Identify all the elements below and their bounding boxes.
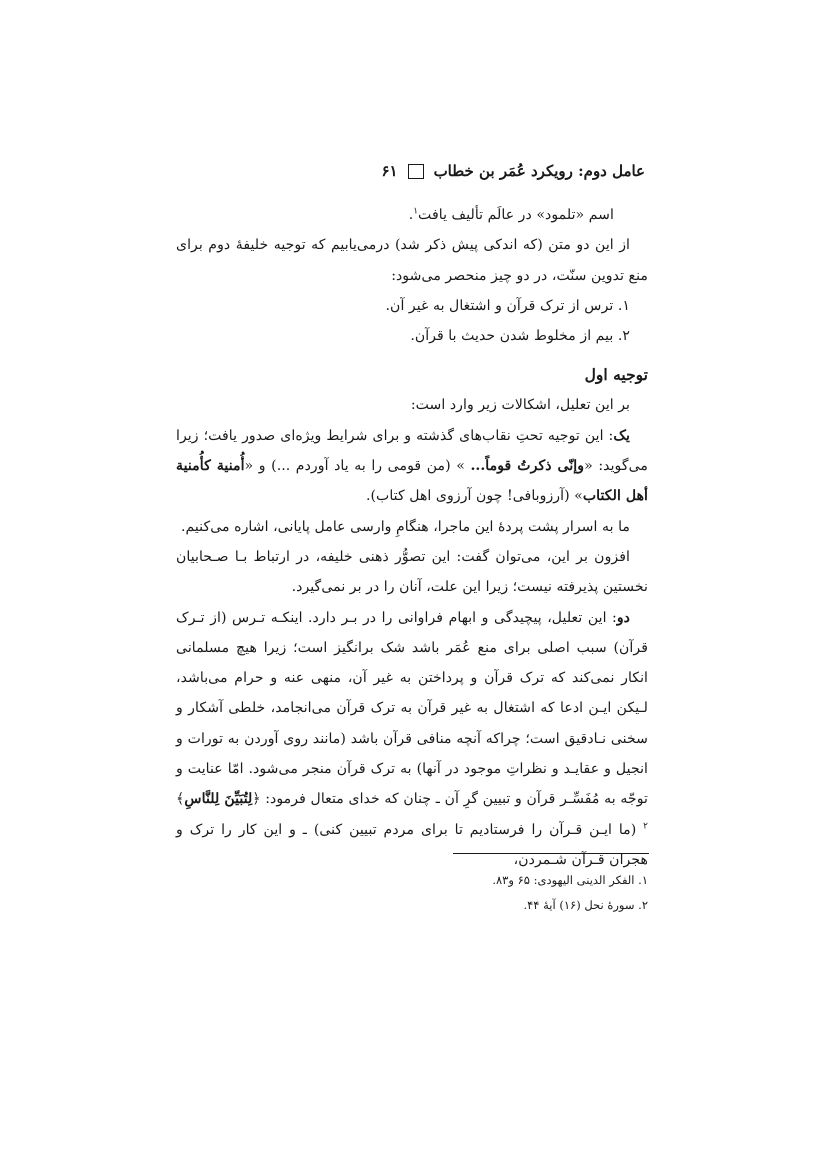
paragraph-4	[176, 421, 648, 512]
section-heading: توجیه اول	[584, 365, 648, 385]
paragraph-7-text-c: (ما ایـن قـرآن را فرستادیم تا برای مردم تبیین کنی) ـ و این کار را ترک و هجران قـرآن شـمردن،	[176, 821, 648, 868]
list-item-2: ۲. بیم از مخلوط شدن حدیث با قرآن.	[410, 328, 630, 345]
footnote-ref-2: ۲	[643, 820, 648, 831]
paragraph-7	[176, 603, 648, 876]
footnotes	[300, 868, 648, 918]
body-text	[176, 200, 648, 875]
point-label-one: یک	[613, 427, 630, 444]
verse-bracket-close: ﴾	[176, 791, 185, 808]
header-title: عامل دوم: رویکرد عُمَر بن خطاب	[433, 162, 645, 180]
quran-verse: لِتُبَیِّنَ لِلنَّاسِ	[184, 791, 253, 808]
paragraph-3: بر این تعلیل، اشکالات زیر وارد است:	[410, 397, 630, 414]
point-label-two: دو	[616, 609, 630, 626]
running-header	[175, 158, 645, 184]
paragraph-4-text-a: : این توجیه تحتِ نقاب‌های گذشته و برای شرایط ویژه‌ای صدور یافت؛ زیرا می‌گوید: «	[176, 427, 649, 475]
arabic-quote-2: أُمنیة کأُمنیة أهل الکتاب	[176, 458, 648, 505]
footnote-ref-1: ۱	[413, 206, 419, 217]
list-item-1: ۱. ترس از ترک قرآن و اشتغال به غیر آن.	[385, 297, 630, 314]
footnote-2: ۲. سورهٔ نحل (۱۶) آیهٔ ۴۴.	[523, 898, 648, 912]
paragraph-7-text-a: : این تعلیل، پیچیدگی و ابهام فراوانی را در بـر دارد. اینکـه تـرس (از تـرک قرآن) سبب اصلی برای منع عُمَر باشد شک برانگیز است؛ زیرا هیچ مسلمانی انکار نمی‌کند که ترک قرآن و پرداختن به غیر آن، منهی عنه و حرام می‌باشد، لـیکن ایـن ادعا که اشتغال به غیر قرآن به ترک قرآن می‌انجامد، خلطی آشکار و سخنی نـادقیق است؛ چراکه آنچه منافی قرآن باشد (مانند روی آوردن به تورات و انجیل و عقایـد و نظراتِ موجود در آنها) به ترک قرآن منجر می‌شود. امّا عنایت و توجّه به مُفَسِّـر قرآن و تبیین گرِ آن ـ چنان که خدای متعال فرمود: ﴿	[176, 609, 648, 808]
paragraph-2: از این دو متن (که اندکی پیش ذکر شد) درمی‌یابیم که توجیه خلیفهٔ دوم برای منع تدوین سنّت، در دو چیز منحصر می‌شود:	[176, 237, 648, 284]
page-number: ۶۱	[381, 162, 398, 180]
square-ornament-icon	[408, 164, 424, 179]
paragraph-4-text-b: » (من قومی را به یاد آوردم ...) و «	[244, 458, 471, 475]
paragraph-1: اسم «تلمود» در عالَم تألیف یافت$^۱$.	[408, 206, 614, 223]
arabic-quote-1: وإنّی ذکرتُ قوماً...	[470, 458, 585, 475]
paragraph-4-text-c: » (آرزوبافی! چون آرزوی اهل کتاب).	[365, 488, 583, 505]
footnote-divider	[453, 853, 649, 854]
paragraph-1-text: اسم «تلمود» در عالَم تألیف یافت	[418, 207, 614, 223]
paragraph-5: ما به اسرار پشت پردهٔ این ماجرا، هنگامِ وارسی عامل پایانی، اشاره می‌کنیم.	[180, 518, 630, 535]
paragraph-6: افزون بر این، می‌توان گفت: این تصوُّر ذهنی خلیفه، در ارتباط بـا صـحابیان نخستین پذیرفته نیست؛ زیرا این علت، آنان را در بر نمی‌گیرد.	[176, 548, 648, 596]
footnote-1: ۱. الفکر الدینی الیهودی: ۶۵ و۸۳.	[492, 873, 648, 887]
